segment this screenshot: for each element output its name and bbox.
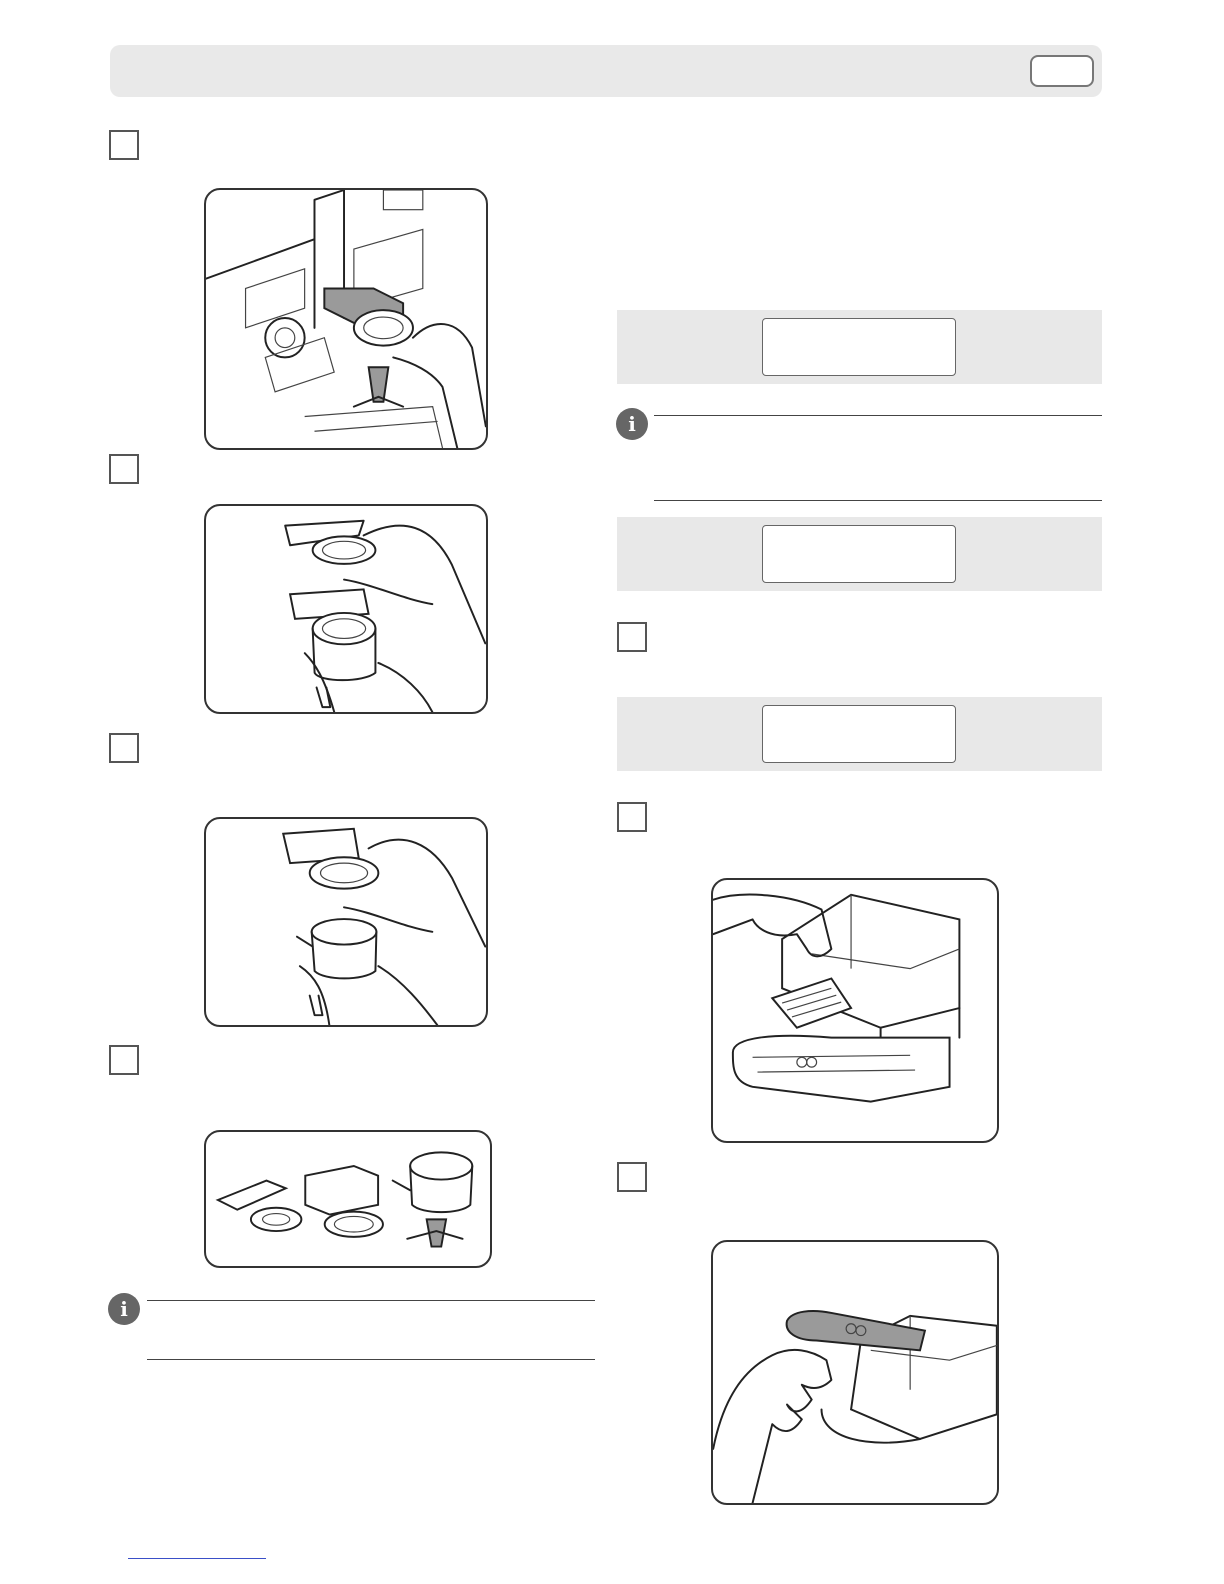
brew-unit-removal-illustration	[204, 188, 488, 450]
step-checkbox	[109, 454, 139, 484]
display-screen	[762, 318, 956, 376]
info-icon: i	[108, 1293, 140, 1325]
step-checkbox	[109, 733, 139, 763]
footer-link-underline	[128, 1558, 266, 1559]
step-checkbox	[109, 130, 139, 160]
machine-display-panel	[617, 517, 1102, 591]
machine-display-panel	[617, 310, 1102, 384]
step-checkbox	[109, 1045, 139, 1075]
brew-unit-parts-illustration	[204, 1130, 492, 1268]
info-icon: i	[616, 408, 648, 440]
machine-display-panel	[617, 697, 1102, 771]
page-number-tab	[1030, 55, 1094, 87]
drip-grid-removal-illustration	[711, 1240, 999, 1505]
brew-unit-separation-illustration	[204, 504, 488, 714]
note-top-rule	[147, 1300, 595, 1301]
display-screen	[762, 525, 956, 583]
page-header-bar	[110, 45, 1102, 97]
display-screen	[762, 705, 956, 763]
brew-unit-cup-separation-illustration	[204, 817, 488, 1027]
drip-tray-removal-illustration	[711, 878, 999, 1143]
note-bottom-rule	[147, 1359, 595, 1360]
step-checkbox	[617, 622, 647, 652]
step-checkbox	[617, 1162, 647, 1192]
note-bottom-rule	[654, 500, 1102, 501]
step-checkbox	[617, 802, 647, 832]
note-top-rule	[654, 415, 1102, 416]
